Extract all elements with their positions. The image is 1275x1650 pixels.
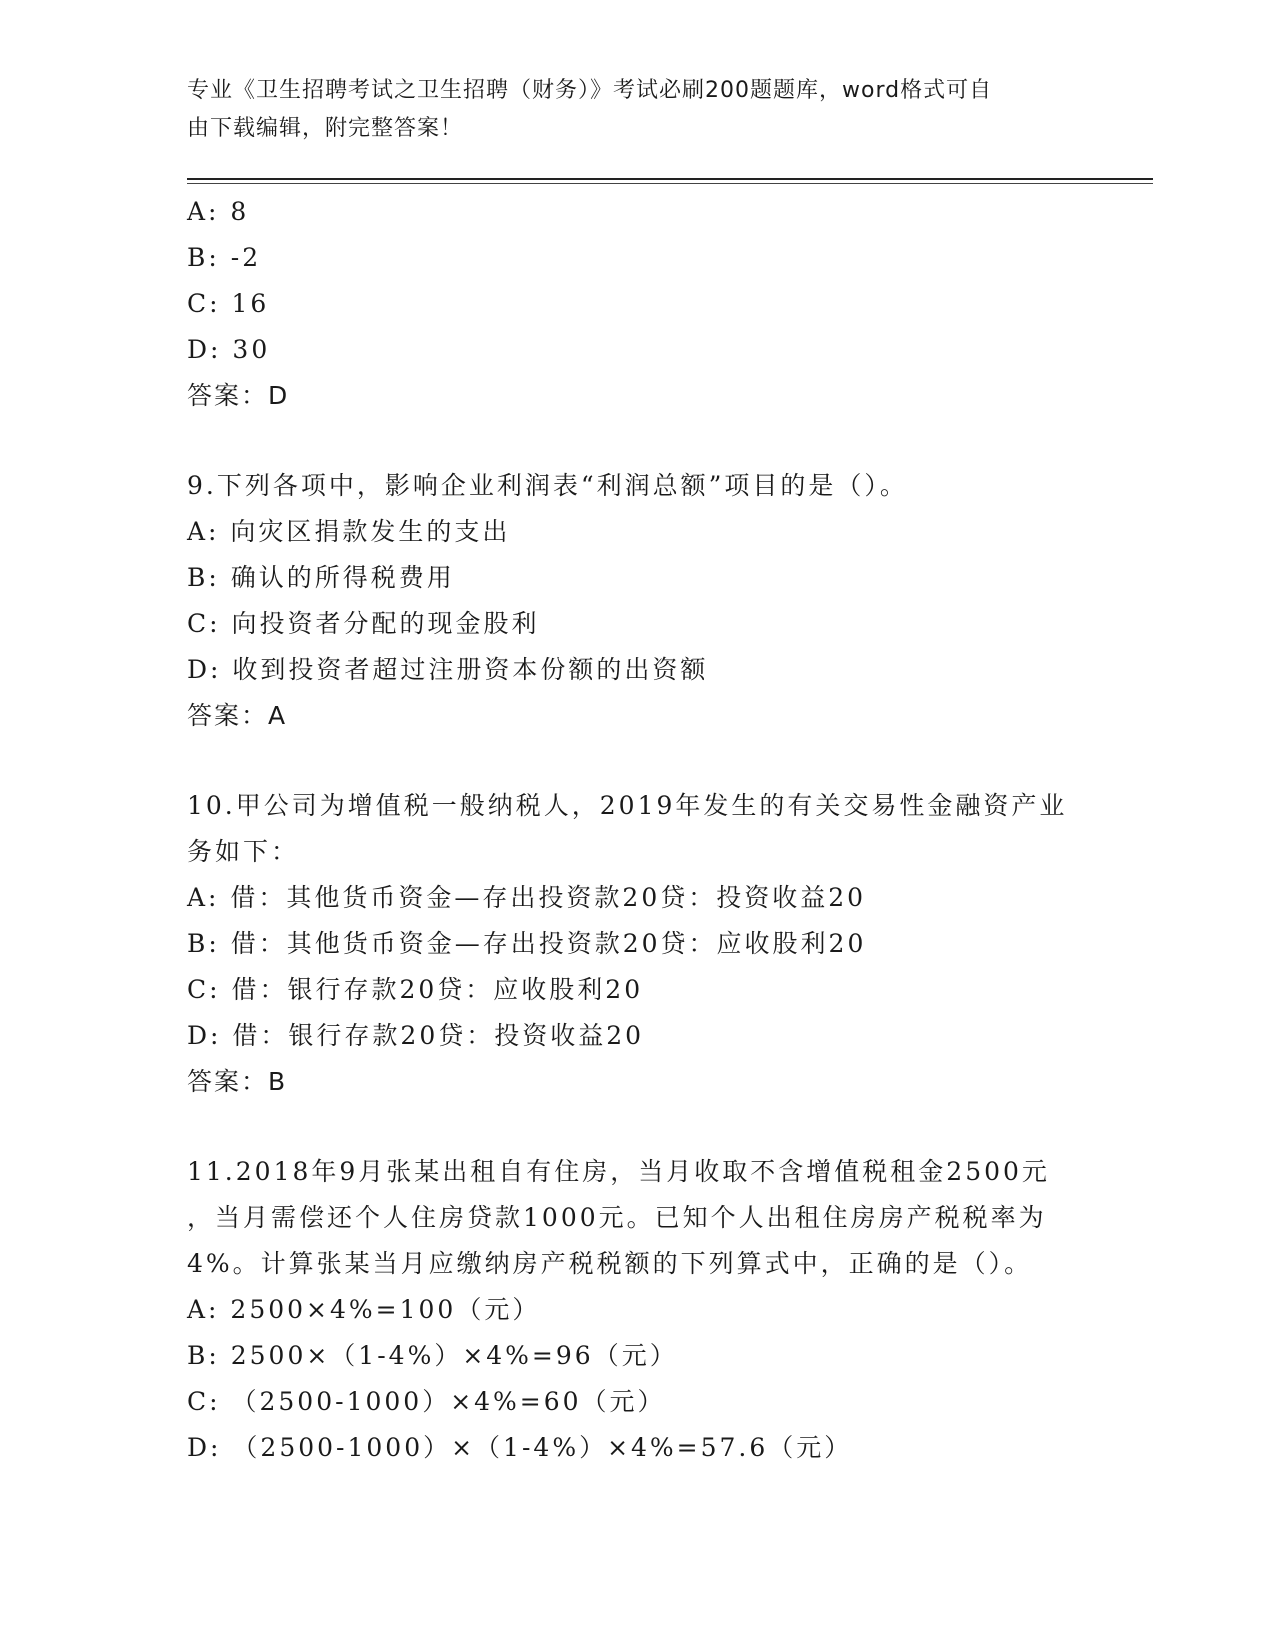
question-stem-line-2: ，当月需偿还个人住房贷款1000元。已知个人出租住房房产税税率为	[187, 1203, 1047, 1232]
option-d: D: 30	[187, 335, 271, 364]
option-b: B: 2500×（1-4%）×4%=96（元）	[187, 1341, 678, 1370]
option-a: A: 借：其他货币资金—存出投资款20贷：投资收益20	[187, 883, 867, 912]
header-divider-thin	[187, 183, 1153, 184]
option-a: A: 向灾区捐款发生的支出	[187, 517, 511, 546]
header-line-2: 由下载编辑，附完整答案！	[187, 116, 464, 141]
question-stem: 9.下列各项中，影响企业利润表“利润总额”项目的是（）。	[187, 471, 908, 500]
option-c: C: 向投资者分配的现金股利	[187, 609, 540, 638]
option-c: C: （2500-1000）×4%=60（元）	[187, 1387, 666, 1416]
question-list	[187, 189, 1087, 1471]
question-stem-line-1: 11.2018年9月张某出租自有住房，当月收取不含增值税租金2500元	[187, 1157, 1050, 1186]
question-stem-line-2: 务如下：	[187, 837, 300, 866]
option-b: B: 借：其他货币资金—存出投资款20贷：应收股利20	[187, 929, 867, 958]
document-header	[187, 72, 1087, 148]
answer-label: 答案：A	[187, 701, 288, 730]
option-d: D: 借：银行存款20贷：投资收益20	[187, 1021, 645, 1050]
answer-label: 答案：B	[187, 1067, 288, 1096]
option-d: D: 收到投资者超过注册资本份额的出资额	[187, 655, 709, 684]
question-11	[187, 1149, 1087, 1471]
header-line-1: 专业《卫生招聘考试之卫生招聘（财务）》考试必刷200题题库，word格式可自	[187, 78, 993, 103]
option-d: D: （2500-1000）×（1-4%）×4%=57.6（元）	[187, 1433, 853, 1462]
option-a: A: 8	[187, 197, 250, 226]
answer-label: 答案：D	[187, 381, 290, 410]
question-10	[187, 783, 1087, 1105]
question-8	[187, 189, 1087, 419]
option-b: B: 确认的所得税费用	[187, 563, 455, 592]
header-divider-thick	[187, 178, 1153, 180]
option-c: C: 16	[187, 289, 270, 318]
option-c: C: 借：银行存款20贷：应收股利20	[187, 975, 644, 1004]
question-stem-line-3: 4%。计算张某当月应缴纳房产税税额的下列算式中，正确的是（）。	[187, 1249, 1033, 1278]
question-stem-line-1: 10.甲公司为增值税一般纳税人，2019年发生的有关交易性金融资产业	[187, 791, 1068, 820]
question-9	[187, 463, 1087, 739]
option-b: B: -2	[187, 243, 262, 272]
option-a: A: 2500×4%=100（元）	[187, 1295, 541, 1324]
